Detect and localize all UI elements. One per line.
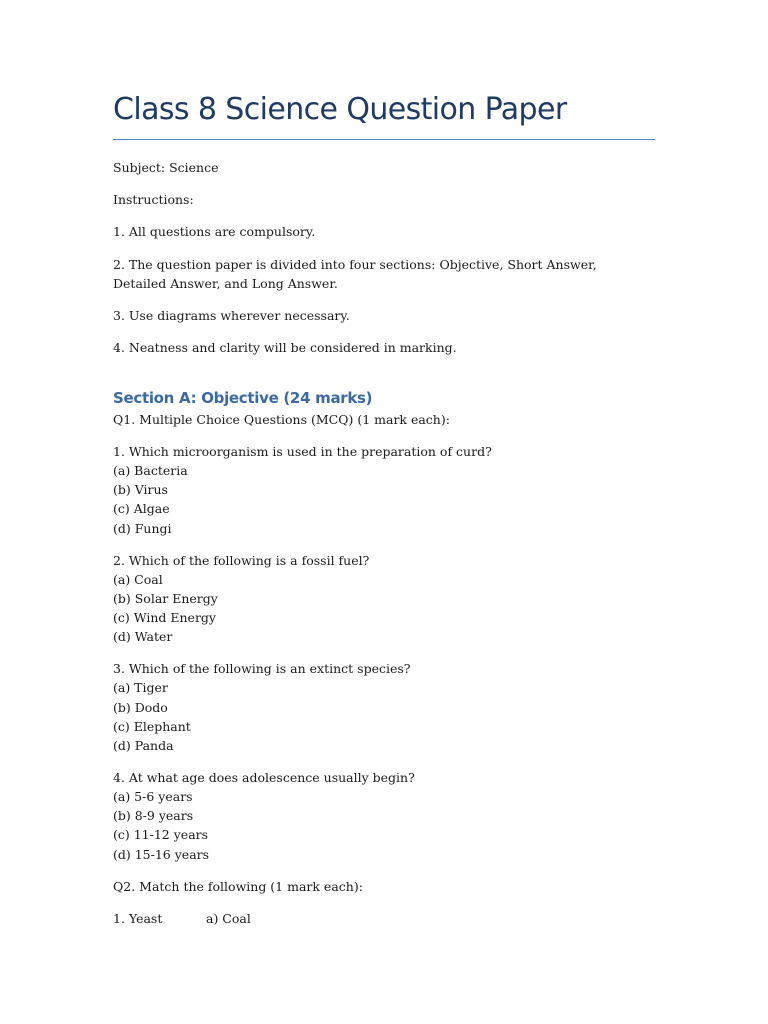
mcq-option: (a) Coal bbox=[113, 572, 163, 587]
mcq-question: 4. At what age does adolescence usually begin? bbox=[113, 770, 415, 785]
mcq-option: (a) 5-6 years bbox=[113, 789, 193, 804]
mcq-option: (c) Elephant bbox=[113, 719, 191, 734]
mcq-question: 2. Which of the following is a fossil fuel? bbox=[113, 553, 370, 568]
mcq-option: (b) Solar Energy bbox=[113, 591, 218, 606]
mcq-option: (c) Wind Energy bbox=[113, 610, 216, 625]
mcq-option: (b) 8-9 years bbox=[113, 808, 194, 823]
instruction-item: 3. Use diagrams wherever necessary. bbox=[113, 308, 350, 323]
mcq-question: 3. Which of the following is an extinct species? bbox=[113, 661, 411, 676]
mcq-option: (d) Water bbox=[113, 629, 173, 644]
instructions-heading: Instructions: bbox=[113, 192, 194, 207]
q1-heading: Q1. Multiple Choice Questions (MCQ) (1 mark each): bbox=[113, 412, 450, 427]
section-a-heading: Section A: Objective (24 marks) bbox=[113, 389, 373, 407]
mcq-option: (c) Algae bbox=[113, 501, 170, 516]
match-right-item: a) Coal bbox=[206, 911, 251, 926]
mcq-option: (b) Dodo bbox=[113, 700, 168, 715]
match-left-item: 1. Yeast bbox=[113, 911, 163, 926]
q2-heading: Q2. Match the following (1 mark each): bbox=[113, 879, 363, 894]
instruction-item: 2. The question paper is divided into four sections: Objective, Short Answer, Detailed Answer, and Long Answer. bbox=[113, 257, 597, 291]
mcq-option: (c) 11-12 years bbox=[113, 827, 209, 842]
mcq-option: (d) Panda bbox=[113, 738, 174, 753]
page-title: Class 8 Science Question Paper bbox=[113, 92, 567, 127]
instruction-item: 4. Neatness and clarity will be considered in marking. bbox=[113, 340, 457, 355]
mcq-option: (a) Tiger bbox=[113, 680, 168, 695]
mcq-option: (a) Bacteria bbox=[113, 463, 188, 478]
mcq-question: 1. Which microorganism is used in the preparation of curd? bbox=[113, 444, 492, 459]
mcq-option: (d) Fungi bbox=[113, 521, 172, 536]
subject-line: Subject: Science bbox=[113, 160, 219, 175]
mcq-option: (d) 15-16 years bbox=[113, 847, 210, 862]
match-row bbox=[113, 909, 413, 928]
instruction-item: 1. All questions are compulsory. bbox=[113, 224, 316, 239]
title-underline bbox=[113, 139, 655, 140]
mcq-option: (b) Virus bbox=[113, 482, 168, 497]
